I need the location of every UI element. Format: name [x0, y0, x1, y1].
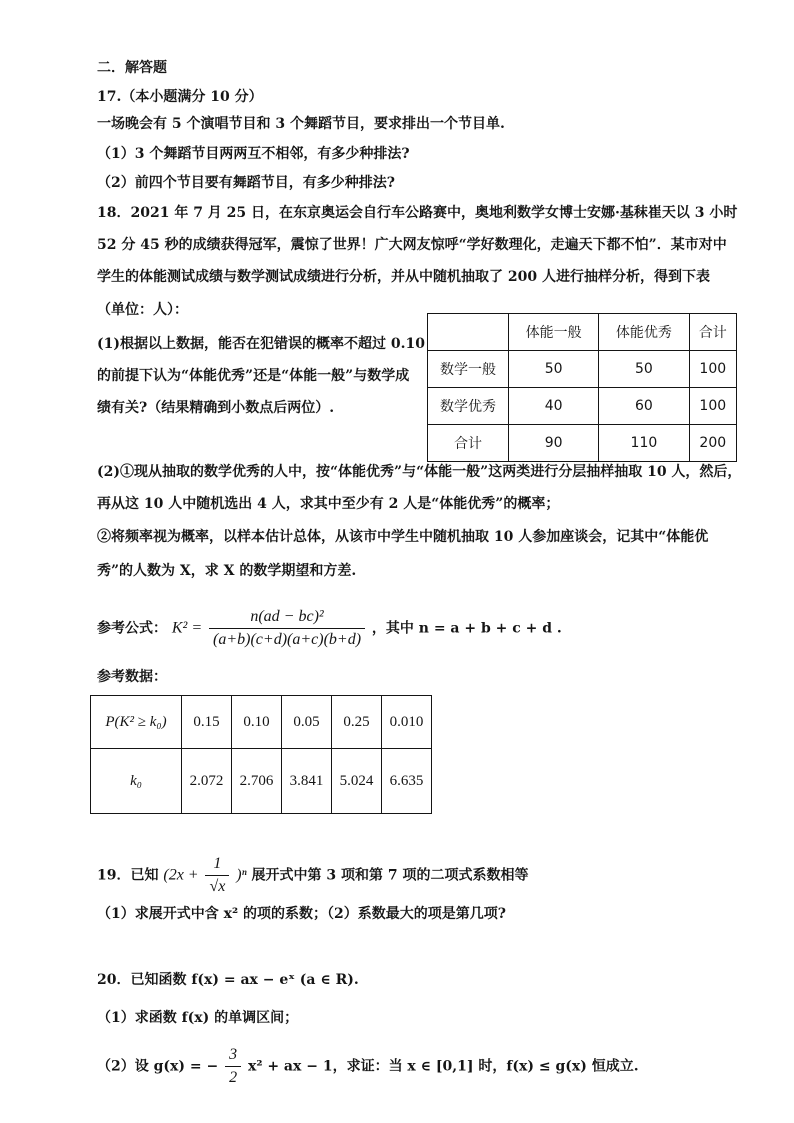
- table-cell: k₀: [91, 749, 182, 814]
- q20-part2-suffix: x² + ax − 1，求证：当 x ∈ [0,1] 时，f(x) ≤ g(x) 恒成立.: [247, 1058, 639, 1075]
- table-cell: 体能一般: [509, 314, 599, 351]
- q19-parts: （1）求展开式中含 x² 的项的系数；（2）系数最大的项是第几项?: [97, 906, 506, 922]
- table-cell: 60: [599, 388, 689, 425]
- formula-fraction: [209, 606, 365, 651]
- table-row: [428, 314, 737, 351]
- q18-part1-line1: (1)根据以上数据，能否在犯错误的概率不超过 0.10: [97, 336, 425, 352]
- q17-stem: 一场晚会有 5 个演唱节目和 3 个舞蹈节目，要求排出一个节目单.: [97, 116, 505, 132]
- table-cell: 90: [509, 425, 599, 462]
- table-cell: 体能优秀: [599, 314, 689, 351]
- critical-value-table: [90, 695, 432, 814]
- q17-part1: （1）3 个舞蹈节目两两互不相邻，有多少种排法?: [97, 146, 410, 162]
- table-cell: [428, 314, 509, 351]
- q18-line4: （单位：人）：: [97, 302, 188, 318]
- q20-part1: （1）求函数 f(x) 的单调区间；: [97, 1010, 299, 1026]
- q18-part2-line2: 再从这 10 人中随机选出 4 人，求其中至少有 2 人是“体能优秀”的概率；: [97, 496, 560, 512]
- ref-data-label: 参考数据：: [97, 669, 167, 685]
- table-cell: 0.25: [332, 696, 382, 749]
- q20-fraction-denominator: 2: [229, 1069, 238, 1086]
- table-cell: 200: [689, 425, 736, 462]
- formula-tail: ，其中 n = a + b + c + d .: [371, 620, 562, 637]
- table-row: [91, 696, 432, 749]
- q18-line1: 18．2021 年 7 月 25 日，在东京奥运会自行车公路赛中，奥地利数学女博士安娜·基秣崔天以 3 小时: [97, 205, 738, 221]
- table-cell: 合计: [428, 425, 509, 462]
- table-row: [428, 388, 737, 425]
- q18-part1-line2: 的前提下认为“体能优秀”还是“体能一般”与数学成: [97, 368, 410, 384]
- table-cell: 50: [509, 351, 599, 388]
- reference-formula: [97, 606, 562, 651]
- table-cell: 100: [689, 388, 736, 425]
- table-row: [428, 425, 737, 462]
- table-cell: 数学优秀: [428, 388, 509, 425]
- q19-fraction: [205, 853, 229, 898]
- q18-part2-line4: 秀”的人数为 X，求 X 的数学期望和方差.: [97, 563, 357, 579]
- q17-title: 17.（本小题满分 10 分）: [97, 89, 263, 105]
- q18-line2: 52 分 45 秒的成绩获得冠军，震惊了世界！广大网友惊呼“学好数理化，走遍天下都不怕”．某市对中: [97, 237, 727, 253]
- q19-fraction-denominator: √x: [209, 878, 226, 895]
- table-row: [428, 351, 737, 388]
- q19-suffix: 展开式中第 3 项和第 7 项的二项式系数相等: [251, 867, 529, 884]
- q18-part2-line3: ②将频率视为概率，以样本估计总体，从该市中学生中随机抽取 10 人参加座谈会，记其中“体能优: [97, 529, 709, 545]
- table-cell: 3.841: [282, 749, 332, 814]
- table-cell: 5.024: [332, 749, 382, 814]
- table-cell: 50: [599, 351, 689, 388]
- table-cell: 6.635: [382, 749, 432, 814]
- q19-expr-open: (2x +: [163, 866, 199, 884]
- table-cell: 0.010: [382, 696, 432, 749]
- table-cell: 0.05: [282, 696, 332, 749]
- table-cell: 40: [509, 388, 599, 425]
- q19-prefix: 19．已知: [97, 867, 159, 884]
- formula-numerator: n(ad − bc)²: [209, 606, 365, 629]
- q19-fraction-numerator: 1: [205, 853, 229, 876]
- q18-part2-line1: (2)①现从抽取的数学优秀的人中，按“体能优秀”与“体能一般”这两类进行分层抽样抽取 10 人，然后，: [97, 464, 742, 480]
- formula-lhs: K² =: [171, 619, 203, 637]
- table-cell: 合计: [689, 314, 736, 351]
- q19-expr-close: )ⁿ: [236, 866, 247, 884]
- table-cell: 0.10: [232, 696, 282, 749]
- table-cell: 2.706: [232, 749, 282, 814]
- q18-line3: 学生的体能测试成绩与数学测试成绩进行分析，并从中随机抽取了 200 人进行抽样分析，得到下表: [97, 269, 710, 285]
- formula-denominator: (a+b)(c+d)(a+c)(b+d): [213, 631, 362, 648]
- q18-part1-line3: 绩有关?（结果精确到小数点后两位）.: [97, 400, 335, 416]
- q20-part2: [97, 1044, 639, 1089]
- table-cell: 0.15: [182, 696, 232, 749]
- q20-stem: 20．已知函数 f(x) = ax − eˣ (a ∈ R).: [97, 972, 359, 988]
- table-cell: 100: [689, 351, 736, 388]
- q17-part2: （2）前四个节目要有舞蹈节目，有多少种排法?: [97, 175, 395, 191]
- q20-part2-prefix: （2）设 g(x) = −: [97, 1058, 219, 1075]
- table-row: [91, 749, 432, 814]
- contingency-table: [427, 313, 737, 462]
- table-cell: 数学一般: [428, 351, 509, 388]
- table-cell: 110: [599, 425, 689, 462]
- table-cell: P(K² ≥ k₀): [91, 696, 182, 749]
- section-heading: 二．解答题: [97, 60, 167, 76]
- table-cell: 2.072: [182, 749, 232, 814]
- q20-fraction-numerator: 3: [225, 1044, 241, 1067]
- q20-fraction: [225, 1044, 241, 1089]
- q19-stem: [97, 853, 528, 898]
- formula-label: 参考公式：: [97, 620, 167, 637]
